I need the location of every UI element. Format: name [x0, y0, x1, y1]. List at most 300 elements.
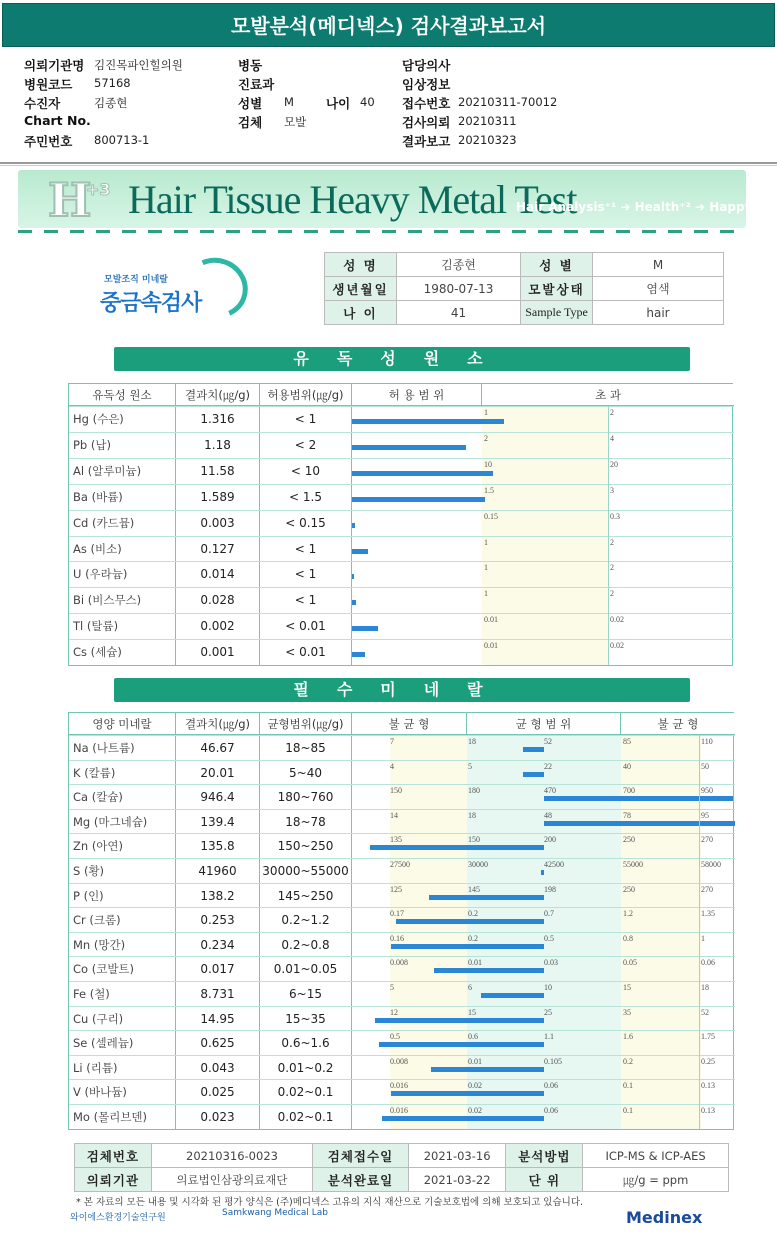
info-label: 성별: [238, 96, 263, 111]
scale-tick: 48: [544, 810, 552, 820]
balance-range: 0.2~0.8: [260, 933, 352, 957]
element-name: Ba (바륨): [69, 485, 176, 510]
scale-tick: 42500: [544, 860, 564, 869]
scale-tick: 35: [623, 1007, 631, 1017]
toxic-level-bar: [352, 574, 354, 579]
toxic-level-bar: [352, 497, 485, 502]
scale-tick: 10: [484, 459, 492, 469]
mineral-row: [69, 1104, 735, 1129]
scale-tick: 0.008: [390, 958, 408, 968]
info-label: 결과보고: [402, 134, 451, 149]
toxic-col-header: 허 용 범 위: [352, 384, 482, 406]
hair-label: 모발상태: [521, 277, 593, 301]
scale-tick: 30000: [468, 860, 488, 869]
mineral-row: [69, 833, 735, 858]
sample-label: Sample Type: [521, 301, 593, 325]
scale-tick: 0.02: [468, 1081, 482, 1091]
scale-tick: 0.2: [468, 909, 478, 919]
scale-tick: 110: [701, 737, 713, 746]
allowed-range: < 0.01: [260, 640, 352, 665]
mineral-name: Li (리튬): [69, 1056, 176, 1080]
info-label: 임상정보: [402, 77, 451, 92]
mineral-level-bar: [396, 919, 544, 924]
info-value: 800713-1: [94, 133, 150, 147]
allowed-range: < 1: [260, 537, 352, 562]
mineral-row: [69, 1006, 735, 1031]
scale-tick: 270: [701, 835, 713, 845]
result-value: 41960: [176, 859, 260, 883]
dashed-divider: [18, 230, 746, 233]
scale-tick: 150: [468, 835, 480, 845]
mineral-name: Cr (크롬): [69, 908, 176, 932]
scale-tick: 125: [390, 884, 402, 894]
scale-tick: 270: [701, 884, 713, 894]
element-name: U (우라늄): [69, 562, 176, 587]
toxic-level-bar: [352, 419, 504, 424]
name-label: 성 명: [325, 253, 397, 277]
scale-tick: 145: [468, 884, 480, 894]
allowed-range: < 1: [260, 562, 352, 587]
scale-tick: 4: [610, 433, 614, 443]
info-label: 검사의뢰: [402, 115, 451, 130]
recv-label: 검체접수일: [313, 1144, 409, 1168]
scale-tick: 0.13: [701, 1081, 715, 1091]
sample-value: hair: [593, 301, 724, 325]
allowed-range: < 1: [260, 588, 352, 613]
logo-big-text: 중금속검사: [100, 291, 202, 316]
mineral-name: Ca (칼슘): [69, 785, 176, 809]
element-name: Tl (탈륨): [69, 614, 176, 639]
result-value: 1.316: [176, 407, 260, 432]
scale-tick: 14: [390, 810, 398, 820]
allowed-range: < 1: [260, 407, 352, 432]
balance-range: 145~250: [260, 884, 352, 908]
scale-tick: 2: [484, 433, 488, 443]
scale-tick: 0.06: [701, 958, 715, 968]
mineral-row: [69, 735, 735, 760]
element-name: Pb (납): [69, 433, 176, 458]
minerals-section-header: 필수미네랄: [114, 678, 690, 702]
mineral-level-bar: [429, 895, 544, 900]
report-page: [14, 168, 765, 1232]
heavy-metal-logo: [100, 256, 270, 326]
element-name: Cs (세슘): [69, 640, 176, 665]
scale-tick: 0.16: [390, 933, 404, 943]
toxic-row: [69, 484, 734, 510]
divider: [0, 162, 777, 164]
toxic-row: [69, 510, 734, 536]
scale-tick: 150: [390, 786, 402, 796]
scale-tick: 4: [390, 761, 394, 771]
mineral-row: [69, 907, 735, 932]
scale-tick: 20: [610, 459, 618, 469]
mineral-name: Se (셀레늄): [69, 1031, 176, 1055]
scale-tick: 1: [701, 933, 705, 943]
scale-tick: 52: [544, 737, 552, 746]
scale-tick: 198: [544, 884, 556, 894]
result-value: 0.023: [176, 1105, 260, 1129]
mineral-col-header: 결과치(㎍/g): [176, 713, 260, 735]
patient-table: [324, 252, 724, 325]
result-value: 0.014: [176, 562, 260, 587]
result-value: 135.8: [176, 834, 260, 858]
method-value: ICP-MS & ICP-AES: [583, 1144, 729, 1168]
result-value: 0.025: [176, 1080, 260, 1104]
result-value: 0.002: [176, 614, 260, 639]
balance-range: 30000~55000: [260, 859, 352, 883]
name-value: 김종현: [397, 253, 521, 277]
mineral-name: Mg (마그네슘): [69, 810, 176, 834]
result-value: 0.625: [176, 1031, 260, 1055]
mineral-col-header: 균 형 범 위: [467, 713, 621, 735]
toxic-col-header: 허용범위(㎍/g): [260, 384, 352, 406]
scale-tick: 55000: [623, 860, 643, 869]
balance-range: 150~250: [260, 834, 352, 858]
scale-tick: 40: [623, 761, 631, 771]
mineral-name: Fe (철): [69, 982, 176, 1006]
scale-tick: 2: [610, 589, 614, 599]
balance-range: 15~35: [260, 1007, 352, 1031]
toxic-col-header: 초 과: [482, 384, 734, 406]
allowed-range: < 2: [260, 433, 352, 458]
scale-tick: 200: [544, 835, 556, 845]
toxic-level-bar: [352, 523, 355, 528]
scale-tick: 0.008: [390, 1056, 408, 1066]
toxic-level-bar: [352, 626, 378, 631]
scale-tick: 135: [390, 835, 402, 845]
scale-tick: 27500: [390, 860, 410, 869]
h3-logo: H: [48, 173, 92, 227]
divider: [0, 165, 777, 166]
mineral-row: [69, 981, 735, 1006]
element-name: Cd (카드뮴): [69, 511, 176, 536]
scale-tick: 0.5: [390, 1032, 400, 1042]
element-name: Al (알루미늄): [69, 459, 176, 484]
allowed-range: < 1.5: [260, 485, 352, 510]
info-value: 김진목파인힐의원: [94, 58, 183, 72]
result-value: 8.731: [176, 982, 260, 1006]
scale-tick: 2: [610, 563, 614, 573]
allowed-range: < 0.15: [260, 511, 352, 536]
info-label: 수진자: [24, 96, 61, 111]
scale-tick: 22: [544, 761, 552, 771]
scale-tick: 0.03: [544, 958, 558, 968]
info-label: 접수번호: [402, 96, 451, 111]
unit-label: 단 위: [506, 1168, 583, 1192]
mineral-row: [69, 760, 735, 785]
scale-tick: 1: [484, 408, 488, 417]
done-value: 2021-03-22: [408, 1168, 506, 1192]
scale-tick: 1.35: [701, 909, 715, 919]
balance-range: 0.6~1.6: [260, 1031, 352, 1055]
balance-range: 6~15: [260, 982, 352, 1006]
scale-tick: 18: [468, 737, 476, 746]
result-value: 0.234: [176, 933, 260, 957]
scale-tick: 7: [390, 737, 394, 746]
info-label: 검체: [238, 115, 263, 130]
mineral-name: Cu (구리): [69, 1007, 176, 1031]
mineral-row: [69, 956, 735, 981]
scale-tick: 0.1: [623, 1106, 633, 1115]
mineral-row: [69, 883, 735, 908]
scale-tick: 0.7: [544, 909, 554, 919]
scale-tick: 0.01: [484, 641, 498, 651]
scale-tick: 58000: [701, 860, 721, 869]
result-value: 138.2: [176, 884, 260, 908]
scale-tick: 1.75: [701, 1032, 715, 1042]
mineral-name: V (바나듐): [69, 1080, 176, 1104]
scale-tick: 0.25: [701, 1056, 715, 1066]
grid-line: [608, 406, 609, 665]
info-value: 김종현: [94, 96, 128, 110]
scale-tick: 0.016: [390, 1081, 408, 1091]
scale-tick: 0.13: [701, 1106, 715, 1115]
mineral-name: Mo (몰리브덴): [69, 1105, 176, 1129]
mineral-level-bar: [481, 993, 544, 998]
scale-tick: 25: [544, 1007, 552, 1017]
mineral-row: [69, 784, 735, 809]
info-label: Chart No.: [24, 113, 91, 128]
scale-tick: 0.2: [623, 1056, 633, 1066]
element-name: Hg (수은): [69, 407, 176, 432]
toxic-row: [69, 587, 734, 613]
mineral-col-header: 불 균 형: [621, 713, 735, 735]
mineral-level-bar: [379, 1042, 544, 1047]
result-value: 0.028: [176, 588, 260, 613]
scale-tick: 5: [468, 761, 472, 771]
method-label: 분석방법: [506, 1144, 583, 1168]
info-label: 담당의사: [402, 58, 451, 73]
scale-tick: 1.1: [544, 1032, 554, 1042]
scale-tick: 0.01: [468, 1056, 482, 1066]
scale-tick: 0.06: [544, 1106, 558, 1115]
toxic-level-bar: [352, 471, 493, 476]
scale-tick: 0.3: [610, 511, 620, 521]
toxic-level-bar: [352, 600, 356, 605]
scale-tick: 0.17: [390, 909, 404, 919]
toxic-elements-table: [68, 383, 733, 666]
scale-tick: 700: [623, 786, 635, 796]
toxic-row: [69, 561, 734, 587]
scale-tick: 0.105: [544, 1056, 562, 1066]
mineral-col-header: 영양 미네랄: [69, 713, 176, 735]
banner-subtitle: Hair Analysis⁺¹ ➔ Health⁺² ➔ Happy⁺³: [516, 200, 765, 214]
result-value: 0.003: [176, 511, 260, 536]
info-value: 모발: [284, 115, 307, 129]
scale-tick: 1.6: [623, 1032, 633, 1042]
scale-tick: 10: [544, 983, 552, 992]
scale-tick: 1.2: [623, 909, 633, 919]
mineral-name: Na (나트륨): [69, 736, 176, 760]
scale-tick: 50: [701, 761, 709, 771]
org-value: 의료법인삼광의료재단: [151, 1168, 312, 1192]
ys-institute-logo: 와이에스환경기술연구원: [70, 1213, 166, 1223]
unit-value: ㎍/g = ppm: [583, 1168, 729, 1192]
scale-tick: 250: [623, 835, 635, 845]
mineral-level-bar: [391, 1091, 544, 1096]
info-label: 진료과: [238, 77, 275, 92]
mineral-level-bar: [434, 968, 544, 973]
element-name: Bi (비스무스): [69, 588, 176, 613]
scale-tick: 0.8: [623, 933, 633, 943]
info-label: 주민번호: [24, 134, 73, 149]
result-value: 0.043: [176, 1056, 260, 1080]
analysis-info-table: [74, 1143, 729, 1192]
mineral-level-bar: [523, 747, 544, 752]
scale-tick: 1.5: [484, 485, 494, 495]
mineral-row: [69, 1055, 735, 1080]
result-value: 11.58: [176, 459, 260, 484]
scale-tick: 0.016: [390, 1106, 408, 1115]
balance-range: 0.02~0.1: [260, 1105, 352, 1129]
allowed-range: < 10: [260, 459, 352, 484]
info-label: 병동: [238, 58, 263, 73]
mineral-row: [69, 858, 735, 883]
mineral-name: Mn (망간): [69, 933, 176, 957]
toxic-col-header: 결과치(㎍/g): [176, 384, 260, 406]
toxic-level-bar: [352, 652, 365, 657]
toxic-row: [69, 613, 734, 639]
banner-title: Hair Tissue Heavy Metal Test: [128, 177, 577, 222]
scale-tick: 250: [623, 884, 635, 894]
scale-tick: 0.06: [544, 1081, 558, 1091]
banner: [18, 170, 765, 228]
scale-tick: 1: [484, 563, 488, 573]
mineral-name: K (칼륨): [69, 761, 176, 785]
exam-no-label: 검체번호: [75, 1144, 152, 1168]
balance-range: 180~760: [260, 785, 352, 809]
mineral-level-bar: [375, 1018, 544, 1023]
toxic-row: [69, 432, 734, 458]
scale-tick: 1: [484, 589, 488, 599]
mineral-level-bar: [523, 772, 544, 777]
info-value: 20210323: [458, 133, 517, 147]
result-value: 946.4: [176, 785, 260, 809]
mineral-name: P (인): [69, 884, 176, 908]
toxic-row: [69, 536, 734, 562]
toxic-row: [69, 458, 734, 484]
scale-tick: 0.05: [623, 958, 637, 968]
scale-tick: 18: [468, 810, 476, 820]
scale-tick: 1: [484, 537, 488, 547]
scale-tick: 0.15: [484, 511, 498, 521]
mineral-name: Zn (아연): [69, 834, 176, 858]
patient-info-header: [0, 50, 777, 162]
scale-tick: 18: [701, 983, 709, 992]
scale-tick: 0.5: [544, 933, 554, 943]
allowed-range: < 0.01: [260, 614, 352, 639]
toxic-section-header: 유독성원소: [114, 347, 690, 371]
result-value: 0.253: [176, 908, 260, 932]
result-value: 20.01: [176, 761, 260, 785]
org-label: 의뢰기관: [75, 1168, 152, 1192]
balance-range: 18~78: [260, 810, 352, 834]
result-value: 0.017: [176, 957, 260, 981]
mineral-name: Co (코발트): [69, 957, 176, 981]
result-value: 1.589: [176, 485, 260, 510]
sex-value: M: [593, 253, 724, 277]
scale-tick: 180: [468, 786, 480, 796]
scale-tick: 0.02: [610, 641, 624, 651]
scale-tick: 15: [623, 983, 631, 992]
balance-range: 5~40: [260, 761, 352, 785]
mineral-name: S (황): [69, 859, 176, 883]
result-value: 14.95: [176, 1007, 260, 1031]
toxic-col-header: 유독성 원소: [69, 384, 176, 406]
copyright-note: * 본 자료의 모든 내용 및 시각화 된 평가 양식은 (주)메디넥스 고유의 지식 재산으로 기술보호법에 의해 보호되고 있습니다.: [76, 1197, 584, 1208]
scale-tick: 3: [610, 485, 614, 495]
scale-tick: 2: [610, 537, 614, 547]
sex-label: 성 별: [521, 253, 593, 277]
scale-tick: 0.1: [623, 1081, 633, 1091]
scale-tick: 52: [701, 1007, 709, 1017]
scale-tick: 2: [610, 408, 614, 417]
minerals-table: [68, 712, 734, 1130]
info-value: 57168: [94, 76, 131, 90]
mineral-level-bar: [370, 845, 544, 850]
dob-value: 1980-07-13: [397, 277, 521, 301]
balance-range: 0.2~1.2: [260, 908, 352, 932]
mineral-level-bar: [544, 821, 735, 826]
info-value: 20210311-70012: [458, 95, 558, 109]
scale-tick: 95: [701, 810, 709, 820]
exam-no-value: 20210316-0023: [151, 1144, 312, 1168]
scale-tick: 85: [623, 737, 631, 746]
scale-tick: 470: [544, 786, 556, 796]
scale-tick: 0.02: [610, 615, 624, 625]
hair-value: 염색: [593, 277, 724, 301]
toxic-row: [69, 406, 734, 432]
scale-tick: 0.01: [468, 958, 482, 968]
mineral-row: [69, 1030, 735, 1055]
scale-tick: 0.6: [468, 1032, 478, 1042]
age-label: 나 이: [325, 301, 397, 325]
info-label: 병원코드: [24, 77, 73, 92]
mineral-col-header: 균형범위(㎍/g): [260, 713, 352, 735]
recv-value: 2021-03-16: [408, 1144, 506, 1168]
result-value: 0.001: [176, 640, 260, 665]
mineral-level-bar: [391, 944, 544, 949]
medinex-logo: Medinex: [626, 1208, 703, 1227]
scale-tick: 15: [468, 1007, 476, 1017]
samkwang-logo: Samkwang Medical Lab: [222, 1208, 328, 1218]
result-value: 0.127: [176, 537, 260, 562]
mineral-row: [69, 809, 735, 834]
mineral-level-bar: [431, 1067, 544, 1072]
scale-tick: 12: [390, 1007, 398, 1017]
mineral-level-bar: [541, 870, 544, 875]
toxic-level-bar: [352, 549, 368, 554]
info-label: 나이: [326, 96, 351, 111]
scale-tick: 950: [701, 786, 713, 796]
result-value: 46.67: [176, 736, 260, 760]
toxic-row: [69, 639, 734, 665]
mineral-row: [69, 1079, 735, 1104]
age-value: 41: [397, 301, 521, 325]
scale-tick: 0.01: [484, 615, 498, 625]
grid-line: [699, 735, 700, 1129]
h3-logo-sup: +3: [86, 180, 111, 199]
mineral-level-bar: [544, 796, 733, 801]
balance-range: 0.01~0.05: [260, 957, 352, 981]
mineral-col-header: 불 균 형: [352, 713, 467, 735]
info-value: M: [284, 95, 294, 109]
info-value: 40: [360, 95, 375, 109]
scale-tick: 0.2: [468, 933, 478, 943]
report-title: 모발분석(메디넥스) 검사결과보고서: [2, 3, 775, 47]
element-name: As (비소): [69, 537, 176, 562]
toxic-level-bar: [352, 445, 466, 450]
